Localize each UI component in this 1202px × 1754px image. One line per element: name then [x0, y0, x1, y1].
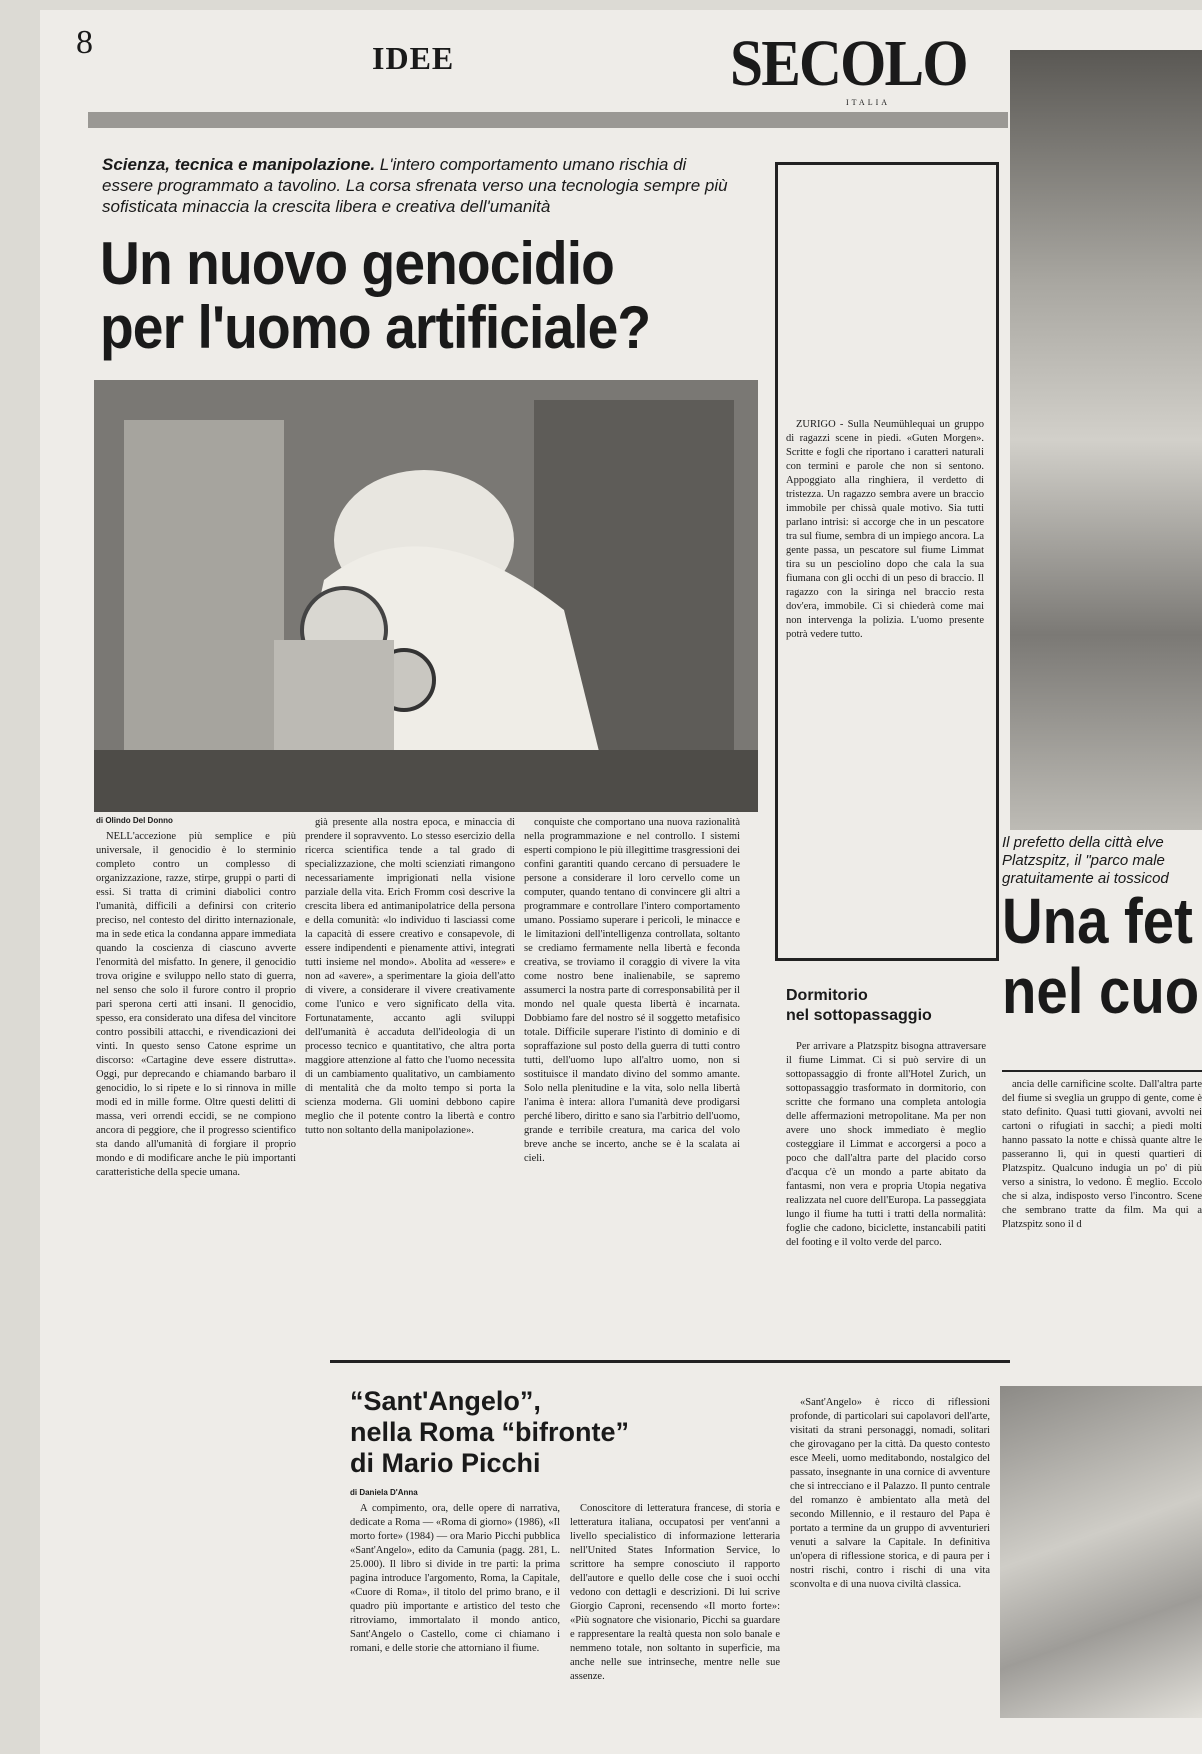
book-col-2 — [570, 1502, 780, 1722]
zurich-rule — [1002, 1070, 1202, 1072]
main-col-3 — [524, 816, 740, 1370]
zurich-col-1 — [786, 418, 984, 828]
book-byline: di Daniela D'Anna — [350, 1488, 418, 1497]
lab-photo — [94, 380, 758, 812]
headline-line-1: Un nuovo genocidio — [100, 230, 614, 297]
kicker-rest: L'intero comportamento umano rischia di essere programmato a tavolino. La corsa sfrenata verso una tecnologia sempre più sofisticata minaccia la crescita libera e creativa dell'umanità — [102, 155, 728, 216]
main-col-2 — [305, 816, 515, 1370]
book-headline — [350, 1386, 740, 1479]
main-kicker — [102, 154, 732, 217]
main-byline: di Olindo Del Donno — [96, 816, 173, 825]
zurich-subhead-1: Dormitorio — [786, 987, 868, 1004]
book-top-rule — [330, 1360, 1010, 1363]
main-col-1-text: NELL'accezione più semplice e più universale, il genocidio è lo sterminio completo contro un complesso di organizzazione, razze, stirpe, gruppi o parti di essi. Si tratta di crimini diabolici contro l'umanità, difficili a definirsi con criterio preciso, nel contesto del diritto internazionale, ma in sede etica la condanna appare immediata quando la coscienza di ciascuno avverte l'enormità del misfatto. In genere, il genocidio trova origine e sviluppo nello stato di guerra, nel senso che solo il furore contro il proprio pari sperona certi atti insani. Il genocidio, spesso, era considerato una difesa del vincitore contro possibili attacchi, e rivendicazioni dei vinti. In questo senso Catone esprime un discorso: «Cartagine deve essere distrutta». Oggi, pur deprecando e chiamando barbaro il genocidio, lo si ripete e lo si rinnova in mille modi ed in mille forme. Oltre questi delitti di massa, veri orrendi eccidi, se ne compiono ancora di peggiore, che il progresso scientifico sta dando all'umanità di forgiare il proprio mondo e di modificare anche le più importanti caratteristiche della specie umana. — [96, 831, 296, 1178]
zurich-text-2: Per arrivare a Platzspitz bisogna attraversare il fiume Limmat. Ci si può servire di un sottopassaggio di fronte all'Hotel Zurich, un sottopassaggio trasformato in dormitorio, con scritte che formano una completa antologia delle affermazioni metropolitane. Ma per non avere uno shock immediato è meglio costeggiare il Limmat e accorgersi a poco a poco che dall'altra parte del placido corso d'acqua c'è un mondo a parte abitato da fantasmi, non vera e propria Utopia negativa realizzata nel cuore dell'Europa. La passeggiata lungo il fiume ha tutti i tratti della normalità: foglie che cadono, biciclette, instancabili patiti del footing e il volto verde del parco. — [786, 1041, 986, 1248]
book-col-1-text: A compimento, ora, delle opere di narrativa, dedicate a Roma — «Roma di giorno» (1986), «Il morto forte» (1984) — ora Mario Picchi pubblica «Sant'Angelo», edito da Camunia (pagg. 281, L. 25.000). Il libro si divide in tre parti: la prima pagina introduce l'argomento, Roma, la Capitale, «Cuore di Roma», il titolo del primo brano, e il quadro più importante e artistico del testo che ritroviamo, immortalato il mondo antico, Sant'Angelo o Castello, come ci chiamano i romani, e delle storie che attorniano il fiume. — [350, 1503, 560, 1654]
caption-line-1: Il prefetto della città elve — [1002, 834, 1164, 851]
zurich-subhead — [786, 986, 986, 1026]
book-col-1 — [350, 1502, 560, 1722]
newspaper-page — [40, 10, 1202, 1754]
page-number: 8 — [76, 24, 93, 61]
kicker-bold: Scienza, tecnica e manipolazione. — [102, 155, 376, 174]
caption-line-2: Platzspitz, il "parco male — [1002, 852, 1165, 869]
zurich-text-1: ZURIGO - Sulla Neumühlequai un gruppo di ragazzi scene in piedi. «Guten Morgen». Scritte e fogli che riportano i caratteri naturali con termini e parole che non si sentono. Appoggiato alla ringhiera, il verdetto di tristezza. Un ragazzo sembra avere un braccio immobile per chissà quale motivo. Sia tutti parlano intrisi: si accorge che in un pescatore tra sul fiume, sembra di un impiego ancora. La gente passa, un pescatore sul fiume Limmat tira su un pesciolino dopo che cala la sua fiumana con gli occhi di un peso di braccio. Il ragazzo con la siringa nel braccio resta dov'era, immobile. Ci si chiederà come mai non intervenga la polizia. L'uomo presente potrà vedere tutto. — [786, 419, 984, 640]
caption-line-3: gratuitamente ai tossicod — [1002, 870, 1169, 887]
book-col-3 — [790, 1396, 990, 1722]
book-col-2-text: Conoscitore di letteratura francese, di storia e letteratura italiana, occupatosi per vent'anni a livello specialistico di informazione letteraria nell'United States Information Service, lo scrittore ha sempre conosciuto il rapporto dell'autore e quello delle cose che i suoi occhi vedono con dettagli e descrizioni. Di lui scrive Giorgio Caproni, recensendo «Il morto forte»: «Più sognatore che visionario, Picchi sa guardare e rappresentare la realtà questa non solo banale e nemmeno totale, non soltanto in superficie, ma anche nelle sue intrinseche, mentre nelle sue assenze. — [570, 1503, 780, 1682]
lab-photo-illustration — [94, 380, 758, 812]
zurich-right-text: ancia delle carnificine scolte. Dall'altra parte del fiume si sveglia un gruppo di gente, come è stato definito. Quasi tutti giovani, avvolti nei cartoni o rifugiati in sacchi; a piedi molti hanno passato la notte e chissà quante altre le passeranno lì, qui in questi quartieri di Platzspitz. Qualcuno indugia un po' di più verso a sinistra, lo vedono. È meglio. Eccolo che si alza, indisposto verso l'incontro. Scene che sembrano tratte da film. Ma qui a Platzspitz sono il d — [1002, 1079, 1202, 1230]
zurich-headline-2: nel cuo — [1002, 955, 1200, 1027]
zurich-headline — [1002, 885, 1200, 1027]
main-col-3-text: conquiste che comportano una nuova razionalità nella programmazione e nel controllo. I sistemi esperti compiono le più illegittime trasgressioni dei confini garantiti quando cercano di persuadere le persone a considerare il loro cervello come un computer, quando tentano di convincere gli altri a programmare e controllare l'intero comportamento umano. Possiamo superare i pericoli, le minacce e le limitazioni dell'intelligenza controllata, soltanto se crediamo fermamente nella libertà e feconda creativa, se troviamo il coraggio di vivere la vita come nostro bene inalienabile, se sapremo assumerci la nostra parte di corresponsabilità per il mondo nel quale questa libertà è incarnata. Dobbiamo fare del nostro sé il soggetto metafisico totale. Difficile superare l'istinto di dominio e di sopraffazione sul posto della guerra di tutti contro tutti, dell'uomo lupo all'altro uomo, non si sostituisce il mandato divino del sommo amante. Solo nella plenitudine e la vita, solo nella libertà l'anima è intera: allora l'umanità deve prodigarsi perché libero, diritto e sano sia l'arbitrio dell'uomo, grande e terribile creatura, ma carica del volo breve anche se incerto, anche se è la scalata ai cieli. — [524, 817, 740, 1164]
zurich-headline-1: Una fet — [1002, 885, 1193, 957]
book-headline-2: nella Roma “bifronte” — [350, 1417, 630, 1447]
angel-statue-photo — [1000, 1386, 1202, 1718]
zurich-caption — [1002, 834, 1202, 888]
masthead-subtitle: ITALIA — [846, 98, 891, 107]
zurich-col-2 — [786, 1040, 986, 1350]
top-gray-bar — [88, 112, 1008, 128]
masthead-logo: SECOLO — [730, 27, 967, 100]
zurich-subhead-2: nel sottopassaggio — [786, 1007, 932, 1024]
zurich-photo — [1010, 50, 1202, 830]
zurich-right-col — [1002, 1078, 1202, 1368]
book-col-3-text: «Sant'Angelo» è ricco di riflessioni profonde, di particolari sui capolavori dell'arte, visitati da strani personaggi, nomadi, solitari che girovagano per la città. Da questo contesto esce Meeli, uomo meditabondo, nostalgico del passato, insegnante in una cornice di avventure che si intrecciano e il Palazzo. Il punto centrale del romanzo è ambientato alla metà del secondo Millennio, e il restauro del Papa è portato a termine da un gruppo di avventurieri venuti a salvare la Capitale. In definitiva un'opera di riflessione storica, e di paura per i nostri rischi, contro i rischi di una vita sconvolta e di una nuova civiltà classica. — [790, 1397, 990, 1590]
section-title: IDEE — [372, 40, 455, 76]
main-headline — [100, 232, 689, 360]
headline-line-2: per l'uomo artificiale? — [100, 294, 651, 361]
book-headline-3: di Mario Picchi — [350, 1448, 541, 1478]
book-headline-1: “Sant'Angelo”, — [350, 1386, 541, 1416]
main-col-2-text: già presente alla nostra epoca, e minaccia di prendere il sopravvento. Lo stesso esercizio della ricerca scientifica tende a tal grado di specializzazione, che molti scienziati rimangono necessariamente imprigionati nella visione parziale della vita. Erich Fromm così descrive la crescita libera ed antimanipolatrice della persona e della comunità: «lo individuo ti lasciassi come la capacità di essere creativo e consapevole, di essere indipendenti e pienamente attivi, integrati tutti insieme nel mondo». Abolita ad «essere» e non ad «avere», a sperimentare la gioia dell'atto di vivere, a considerare il vivere creativamente come l'unico e vero significato della vita. Fortunatamente, accanto agli sviluppi dell'umanità è accaduta dell'ideologia di un processo tecnico e quantitativo, che altra porta maggiore attenzione al fatto che l'uomo necessita di un cambiamento qualitativo, un cambiamento di mentalità che da molto tempo si porta la scienza moderna. Gli uomini debbono capire meglio che il potente contro la libertà e contro tutto non soltanto della manipolazione». — [305, 817, 515, 1136]
main-col-1 — [96, 830, 296, 1730]
